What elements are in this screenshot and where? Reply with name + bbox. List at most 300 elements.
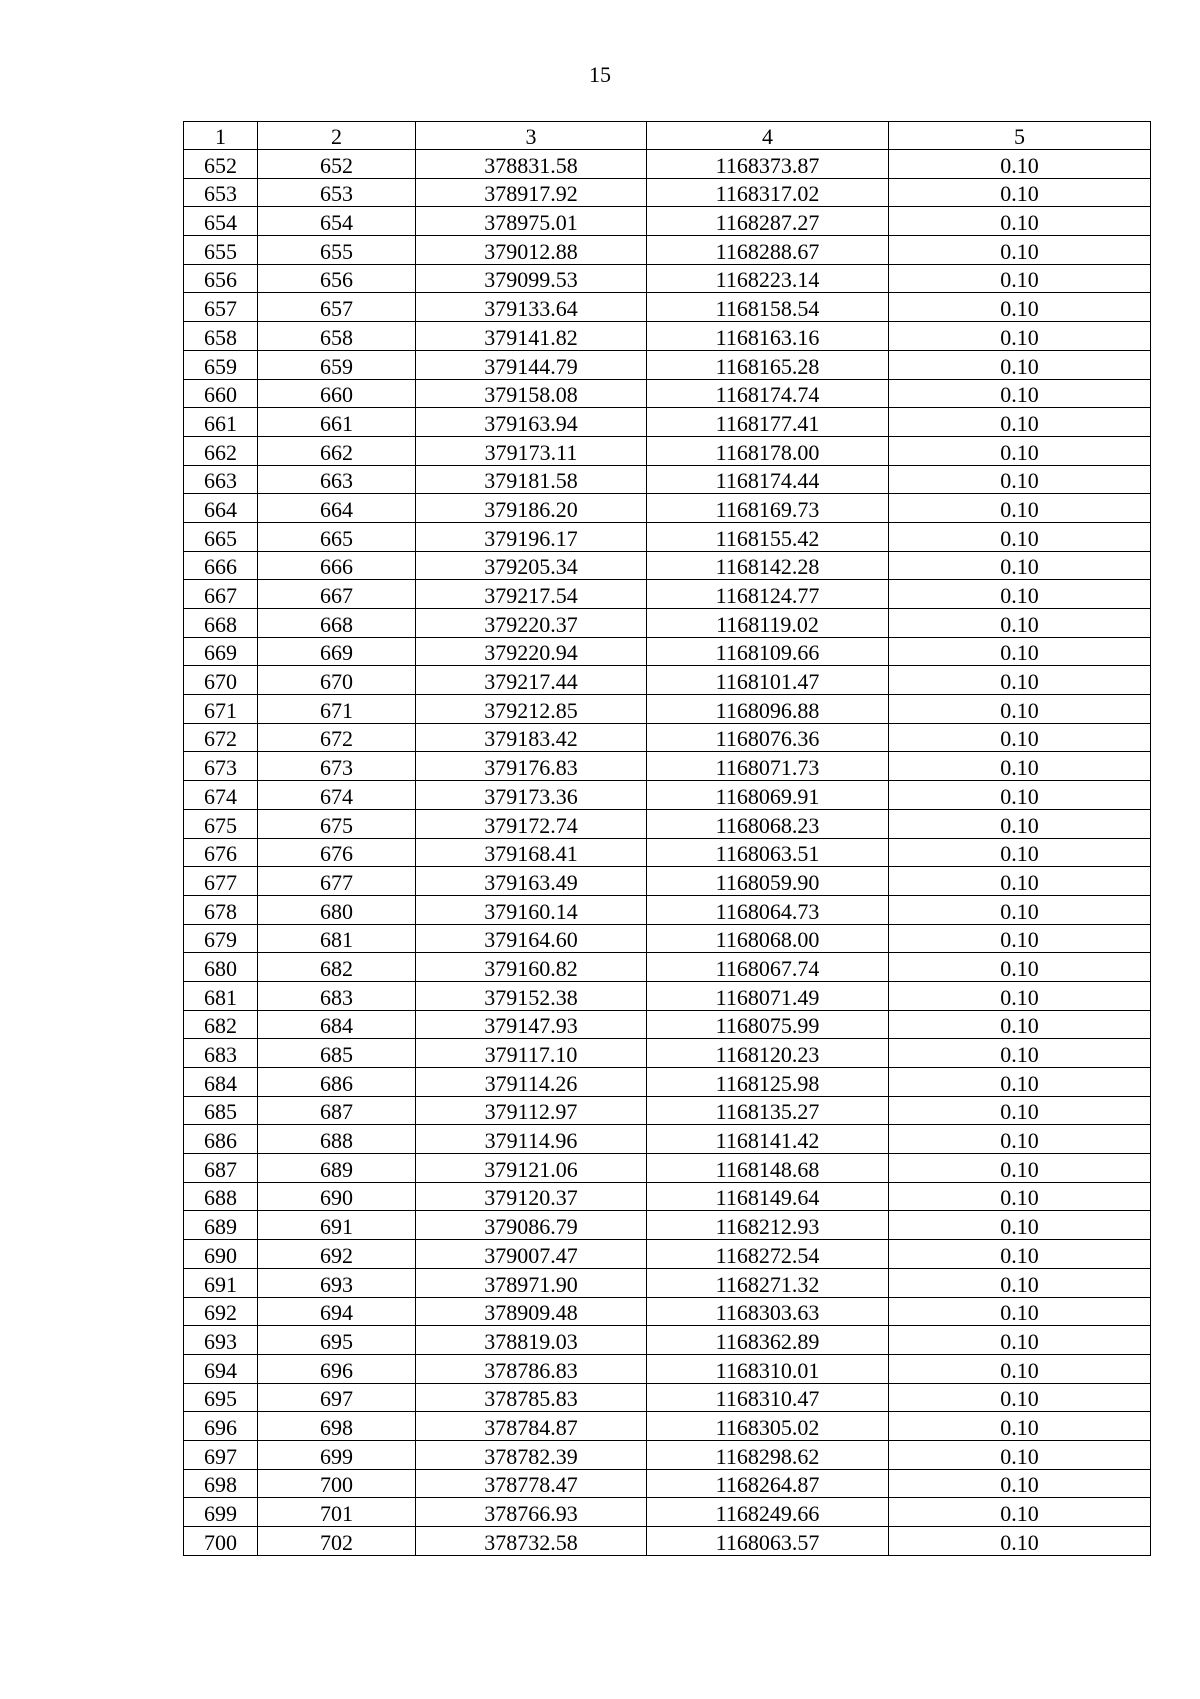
table-cell: 653 <box>258 178 416 207</box>
table-cell: 0.10 <box>889 551 1151 580</box>
table-cell: 0.10 <box>889 1383 1151 1412</box>
table-cell: 1168178.00 <box>647 436 889 465</box>
table-cell: 0.10 <box>889 150 1151 179</box>
table-cell: 0.10 <box>889 236 1151 265</box>
table-cell: 0.10 <box>889 838 1151 867</box>
table-cell: 685 <box>258 1039 416 1068</box>
table-row <box>184 580 1151 609</box>
table-cell: 1168287.27 <box>647 207 889 236</box>
table-cell: 379220.94 <box>416 637 647 666</box>
table-cell: 379147.93 <box>416 1010 647 1039</box>
table-cell: 695 <box>258 1326 416 1355</box>
table-cell: 1168305.02 <box>647 1412 889 1441</box>
table-cell: 1168288.67 <box>647 236 889 265</box>
table-cell: 0.10 <box>889 1068 1151 1097</box>
table-row <box>184 1383 1151 1412</box>
table-cell: 666 <box>258 551 416 580</box>
table-cell: 0.10 <box>889 264 1151 293</box>
table-cell: 0.10 <box>889 178 1151 207</box>
table-cell: 1168272.54 <box>647 1240 889 1269</box>
table-cell: 674 <box>258 781 416 810</box>
table-cell: 0.10 <box>889 1412 1151 1441</box>
table-cell: 1168069.91 <box>647 781 889 810</box>
table-cell: 0.10 <box>889 1527 1151 1556</box>
table-cell: 379163.49 <box>416 867 647 896</box>
table-cell: 0.10 <box>889 809 1151 838</box>
table-cell: 1168362.89 <box>647 1326 889 1355</box>
table-cell: 699 <box>184 1498 258 1527</box>
table-header-row <box>184 122 1151 150</box>
table-cell: 1168120.23 <box>647 1039 889 1068</box>
table-cell: 661 <box>258 408 416 437</box>
table-cell: 662 <box>258 436 416 465</box>
table-cell: 379133.64 <box>416 293 647 322</box>
table-row <box>184 1268 1151 1297</box>
table-cell: 378917.92 <box>416 178 647 207</box>
table-cell: 658 <box>184 322 258 351</box>
table-cell: 0.10 <box>889 981 1151 1010</box>
table-cell: 0.10 <box>889 522 1151 551</box>
table-cell: 689 <box>184 1211 258 1240</box>
table-cell: 1168096.88 <box>647 695 889 724</box>
table-cell: 683 <box>258 981 416 1010</box>
table-cell: 665 <box>258 522 416 551</box>
table-cell: 379086.79 <box>416 1211 647 1240</box>
table-cell: 1168271.32 <box>647 1268 889 1297</box>
table-cell: 379158.08 <box>416 379 647 408</box>
column-header-1: 1 <box>184 122 258 150</box>
table-row <box>184 981 1151 1010</box>
table-cell: 694 <box>184 1354 258 1383</box>
table-cell: 0.10 <box>889 609 1151 638</box>
table-row <box>184 752 1151 781</box>
table-cell: 0.10 <box>889 1182 1151 1211</box>
table-cell: 681 <box>258 924 416 953</box>
table-cell: 659 <box>258 350 416 379</box>
table-cell: 0.10 <box>889 1469 1151 1498</box>
table-cell: 662 <box>184 436 258 465</box>
table-cell: 1168068.23 <box>647 809 889 838</box>
table-cell: 0.10 <box>889 924 1151 953</box>
table-cell: 667 <box>258 580 416 609</box>
table-cell: 379007.47 <box>416 1240 647 1269</box>
table-cell: 685 <box>184 1096 258 1125</box>
table-cell: 696 <box>258 1354 416 1383</box>
table-cell: 681 <box>184 981 258 1010</box>
table-cell: 695 <box>184 1383 258 1412</box>
table-cell: 698 <box>258 1412 416 1441</box>
table-row <box>184 838 1151 867</box>
table-cell: 686 <box>258 1068 416 1097</box>
table-cell: 378732.58 <box>416 1527 647 1556</box>
table-cell: 379217.44 <box>416 666 647 695</box>
table-cell: 0.10 <box>889 1498 1151 1527</box>
table-cell: 379186.20 <box>416 494 647 523</box>
table-row <box>184 809 1151 838</box>
table-cell: 1168174.44 <box>647 465 889 494</box>
table-cell: 1168141.42 <box>647 1125 889 1154</box>
table-cell: 0.10 <box>889 1125 1151 1154</box>
table-cell: 379144.79 <box>416 350 647 379</box>
table-cell: 1168063.57 <box>647 1527 889 1556</box>
table-cell: 378778.47 <box>416 1469 647 1498</box>
table-cell: 1168163.16 <box>647 322 889 351</box>
table-cell: 665 <box>184 522 258 551</box>
table-cell: 669 <box>184 637 258 666</box>
table-cell: 682 <box>184 1010 258 1039</box>
table-cell: 1168075.99 <box>647 1010 889 1039</box>
table-cell: 692 <box>258 1240 416 1269</box>
table-cell: 0.10 <box>889 494 1151 523</box>
table-row <box>184 609 1151 638</box>
table-cell: 1168158.54 <box>647 293 889 322</box>
table-cell: 656 <box>184 264 258 293</box>
table-cell: 1168177.41 <box>647 408 889 437</box>
table-row <box>184 1039 1151 1068</box>
table-cell: 0.10 <box>889 895 1151 924</box>
table-cell: 1168068.00 <box>647 924 889 953</box>
table-cell: 0.10 <box>889 1440 1151 1469</box>
table-row <box>184 350 1151 379</box>
table-row <box>184 1182 1151 1211</box>
table-cell: 1168109.66 <box>647 637 889 666</box>
table-cell: 378819.03 <box>416 1326 647 1355</box>
table-cell: 677 <box>258 867 416 896</box>
table-cell: 379112.97 <box>416 1096 647 1125</box>
table-cell: 378975.01 <box>416 207 647 236</box>
table-cell: 652 <box>184 150 258 179</box>
table-cell: 1168071.49 <box>647 981 889 1010</box>
table-cell: 1168125.98 <box>647 1068 889 1097</box>
column-header-2: 2 <box>258 122 416 150</box>
table-cell: 379212.85 <box>416 695 647 724</box>
table-cell: 658 <box>258 322 416 351</box>
table-row <box>184 695 1151 724</box>
table-cell: 700 <box>258 1469 416 1498</box>
table-cell: 670 <box>184 666 258 695</box>
table-cell: 379160.82 <box>416 953 647 982</box>
table-cell: 379160.14 <box>416 895 647 924</box>
table-row <box>184 551 1151 580</box>
column-header-3: 3 <box>416 122 647 150</box>
table-cell: 700 <box>184 1527 258 1556</box>
table-row <box>184 1068 1151 1097</box>
table-cell: 379152.38 <box>416 981 647 1010</box>
table-cell: 1168212.93 <box>647 1211 889 1240</box>
table-cell: 673 <box>184 752 258 781</box>
table-cell: 0.10 <box>889 1268 1151 1297</box>
table-cell: 688 <box>184 1182 258 1211</box>
table-cell: 1168148.68 <box>647 1154 889 1183</box>
table-row <box>184 522 1151 551</box>
table-row <box>184 1440 1151 1469</box>
table-cell: 701 <box>258 1498 416 1527</box>
table-row <box>184 1010 1151 1039</box>
page-number: 15 <box>589 62 611 87</box>
table-cell: 697 <box>184 1440 258 1469</box>
table-cell: 660 <box>258 379 416 408</box>
table-cell: 379173.36 <box>416 781 647 810</box>
table-cell: 692 <box>184 1297 258 1326</box>
table-cell: 0.10 <box>889 1326 1151 1355</box>
table-cell: 671 <box>258 695 416 724</box>
table-row <box>184 1469 1151 1498</box>
table-row <box>184 1096 1151 1125</box>
table-row <box>184 379 1151 408</box>
table-cell: 378831.58 <box>416 150 647 179</box>
table-cell: 1168174.74 <box>647 379 889 408</box>
table-cell: 672 <box>258 723 416 752</box>
table-cell: 0.10 <box>889 293 1151 322</box>
table-cell: 379176.83 <box>416 752 647 781</box>
table-cell: 691 <box>184 1268 258 1297</box>
table-cell: 1168071.73 <box>647 752 889 781</box>
table-cell: 0.10 <box>889 1211 1151 1240</box>
table-cell: 676 <box>258 838 416 867</box>
table-cell: 1168124.77 <box>647 580 889 609</box>
table-cell: 0.10 <box>889 322 1151 351</box>
table-cell: 1168249.66 <box>647 1498 889 1527</box>
table-row <box>184 867 1151 896</box>
table-row <box>184 1211 1151 1240</box>
table-row <box>184 1125 1151 1154</box>
table-cell: 378786.83 <box>416 1354 647 1383</box>
table-cell: 378766.93 <box>416 1498 647 1527</box>
table-row <box>184 1527 1151 1556</box>
table-cell: 378971.90 <box>416 1268 647 1297</box>
table-row <box>184 465 1151 494</box>
table-cell: 1168063.51 <box>647 838 889 867</box>
table-cell: 0.10 <box>889 436 1151 465</box>
table-row <box>184 1297 1151 1326</box>
table-cell: 379012.88 <box>416 236 647 265</box>
table-row <box>184 1412 1151 1441</box>
table-row <box>184 895 1151 924</box>
table-cell: 682 <box>258 953 416 982</box>
table-cell: 378782.39 <box>416 1440 647 1469</box>
table-cell: 0.10 <box>889 637 1151 666</box>
table-row <box>184 436 1151 465</box>
table-cell: 0.10 <box>889 1010 1151 1039</box>
table-cell: 379220.37 <box>416 609 647 638</box>
table-row <box>184 1154 1151 1183</box>
table-cell: 0.10 <box>889 465 1151 494</box>
table-cell: 1168317.02 <box>647 178 889 207</box>
table-cell: 675 <box>184 809 258 838</box>
table-body <box>184 150 1151 1556</box>
table-cell: 0.10 <box>889 1096 1151 1125</box>
table-cell: 379164.60 <box>416 924 647 953</box>
table-cell: 0.10 <box>889 1297 1151 1326</box>
table-row <box>184 178 1151 207</box>
table-row <box>184 150 1151 179</box>
table-cell: 0.10 <box>889 207 1151 236</box>
table-cell: 657 <box>258 293 416 322</box>
table-cell: 0.10 <box>889 408 1151 437</box>
table-cell: 379121.06 <box>416 1154 647 1183</box>
table-cell: 1168149.64 <box>647 1182 889 1211</box>
table-cell: 654 <box>184 207 258 236</box>
table-cell: 677 <box>184 867 258 896</box>
table-cell: 693 <box>184 1326 258 1355</box>
table-cell: 684 <box>258 1010 416 1039</box>
table-cell: 663 <box>184 465 258 494</box>
table-row <box>184 293 1151 322</box>
table-row <box>184 723 1151 752</box>
table-cell: 659 <box>184 350 258 379</box>
table-row <box>184 207 1151 236</box>
table-cell: 1168135.27 <box>647 1096 889 1125</box>
table-cell: 1168059.90 <box>647 867 889 896</box>
table-cell: 696 <box>184 1412 258 1441</box>
table-cell: 671 <box>184 695 258 724</box>
table-cell: 669 <box>258 637 416 666</box>
table-cell: 1168101.47 <box>647 666 889 695</box>
table-cell: 1168298.62 <box>647 1440 889 1469</box>
table-cell: 702 <box>258 1527 416 1556</box>
table-cell: 652 <box>258 150 416 179</box>
table-cell: 379114.26 <box>416 1068 647 1097</box>
table-cell: 0.10 <box>889 580 1151 609</box>
table-cell: 0.10 <box>889 350 1151 379</box>
table-row <box>184 953 1151 982</box>
table-cell: 1168169.73 <box>647 494 889 523</box>
table-cell: 1168303.63 <box>647 1297 889 1326</box>
table-cell: 693 <box>258 1268 416 1297</box>
table-cell: 0.10 <box>889 781 1151 810</box>
table-row <box>184 781 1151 810</box>
table-row <box>184 264 1151 293</box>
table-cell: 378784.87 <box>416 1412 647 1441</box>
table-cell: 1168373.87 <box>647 150 889 179</box>
table-cell: 653 <box>184 178 258 207</box>
table-cell: 0.10 <box>889 1354 1151 1383</box>
table-cell: 1168067.74 <box>647 953 889 982</box>
table-cell: 0.10 <box>889 666 1151 695</box>
table-cell: 672 <box>184 723 258 752</box>
table-cell: 666 <box>184 551 258 580</box>
table-cell: 657 <box>184 293 258 322</box>
table-row <box>184 236 1151 265</box>
table-cell: 379163.94 <box>416 408 647 437</box>
table-cell: 694 <box>258 1297 416 1326</box>
table-cell: 1168064.73 <box>647 895 889 924</box>
table-cell: 379173.11 <box>416 436 647 465</box>
table-cell: 379117.10 <box>416 1039 647 1068</box>
table-cell: 680 <box>184 953 258 982</box>
column-header-5: 5 <box>889 122 1151 150</box>
table-cell: 1168119.02 <box>647 609 889 638</box>
table-row <box>184 924 1151 953</box>
table-cell: 379205.34 <box>416 551 647 580</box>
table-cell: 654 <box>258 207 416 236</box>
table-row <box>184 1354 1151 1383</box>
table-cell: 379181.58 <box>416 465 647 494</box>
table-cell: 697 <box>258 1383 416 1412</box>
table-cell: 688 <box>258 1125 416 1154</box>
table-cell: 1168223.14 <box>647 264 889 293</box>
table-cell: 664 <box>258 494 416 523</box>
table-cell: 674 <box>184 781 258 810</box>
table-row <box>184 637 1151 666</box>
table-cell: 691 <box>258 1211 416 1240</box>
table-row <box>184 1498 1151 1527</box>
table-cell: 655 <box>258 236 416 265</box>
table-cell: 379168.41 <box>416 838 647 867</box>
table-row <box>184 666 1151 695</box>
table-cell: 699 <box>258 1440 416 1469</box>
table-row <box>184 322 1151 351</box>
table-cell: 1168076.36 <box>647 723 889 752</box>
table-cell: 0.10 <box>889 379 1151 408</box>
table-cell: 679 <box>184 924 258 953</box>
table-cell: 1168155.42 <box>647 522 889 551</box>
table-cell: 661 <box>184 408 258 437</box>
table-cell: 379141.82 <box>416 322 647 351</box>
table-cell: 0.10 <box>889 723 1151 752</box>
table-cell: 676 <box>184 838 258 867</box>
table-row <box>184 494 1151 523</box>
table-cell: 379099.53 <box>416 264 647 293</box>
table-cell: 687 <box>184 1154 258 1183</box>
table-cell: 379114.96 <box>416 1125 647 1154</box>
table-row <box>184 1326 1151 1355</box>
table-cell: 378909.48 <box>416 1297 647 1326</box>
table-cell: 378785.83 <box>416 1383 647 1412</box>
table-cell: 664 <box>184 494 258 523</box>
table-cell: 1168310.01 <box>647 1354 889 1383</box>
table-cell: 1168165.28 <box>647 350 889 379</box>
table-cell: 668 <box>184 609 258 638</box>
table-cell: 698 <box>184 1469 258 1498</box>
table-cell: 686 <box>184 1125 258 1154</box>
table-row <box>184 408 1151 437</box>
coordinates-table <box>183 121 1151 1556</box>
table-cell: 379196.17 <box>416 522 647 551</box>
table-cell: 379217.54 <box>416 580 647 609</box>
table-cell: 0.10 <box>889 1039 1151 1068</box>
table-cell: 0.10 <box>889 867 1151 896</box>
table-cell: 1168264.87 <box>647 1469 889 1498</box>
table-cell: 684 <box>184 1068 258 1097</box>
table-cell: 668 <box>258 609 416 638</box>
table-row <box>184 1240 1151 1269</box>
table-cell: 0.10 <box>889 953 1151 982</box>
column-header-4: 4 <box>647 122 889 150</box>
table-cell: 663 <box>258 465 416 494</box>
table-cell: 675 <box>258 809 416 838</box>
table-cell: 379183.42 <box>416 723 647 752</box>
table-cell: 678 <box>184 895 258 924</box>
table-cell: 670 <box>258 666 416 695</box>
table-cell: 660 <box>184 379 258 408</box>
table-cell: 656 <box>258 264 416 293</box>
table-cell: 689 <box>258 1154 416 1183</box>
table-cell: 0.10 <box>889 752 1151 781</box>
table-cell: 667 <box>184 580 258 609</box>
table-cell: 683 <box>184 1039 258 1068</box>
table-cell: 655 <box>184 236 258 265</box>
table-cell: 379172.74 <box>416 809 647 838</box>
table-cell: 0.10 <box>889 1154 1151 1183</box>
table-cell: 687 <box>258 1096 416 1125</box>
table-cell: 690 <box>184 1240 258 1269</box>
table-cell: 680 <box>258 895 416 924</box>
table-cell: 0.10 <box>889 1240 1151 1269</box>
table-cell: 690 <box>258 1182 416 1211</box>
table-cell: 0.10 <box>889 695 1151 724</box>
table-cell: 1168310.47 <box>647 1383 889 1412</box>
